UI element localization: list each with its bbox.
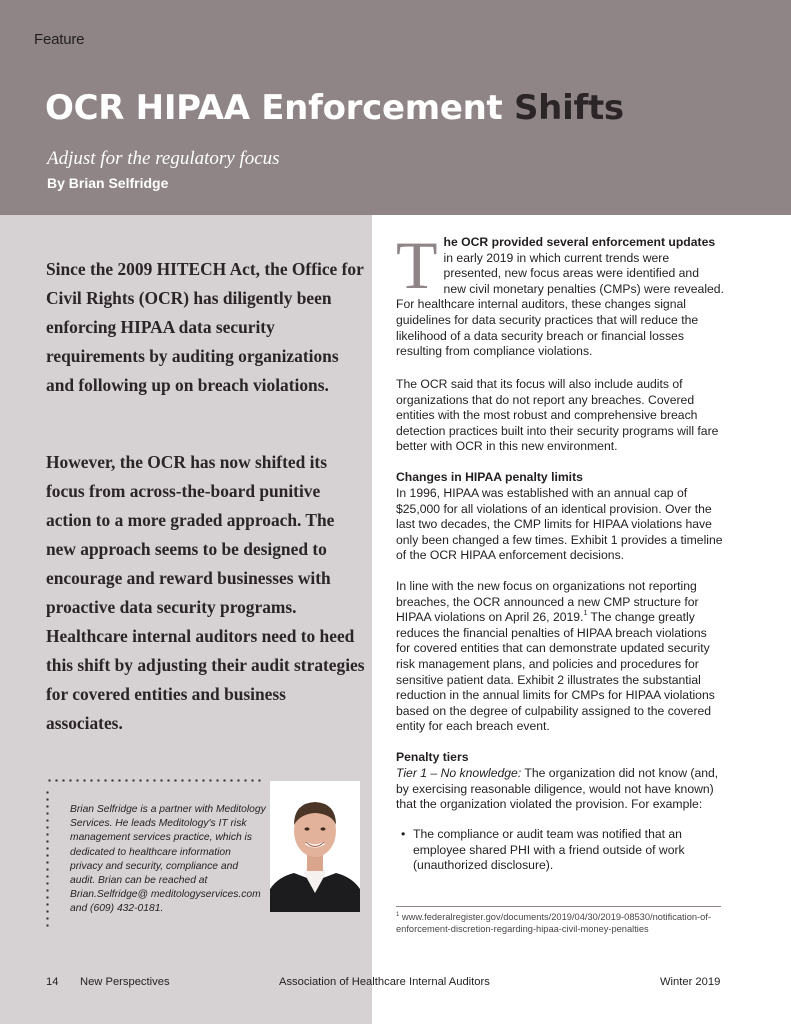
footnote-url[interactable]: www.federalregister.gov/documents/2019/04/30/2019-08530/notification-of-enforcement-discretion-regarding-hipaa-civil-money-penalties (396, 912, 711, 935)
footer-publication: New Perspectives (80, 976, 170, 988)
bullet-text: The compliance or audit team was notified that an employee shared PHI with a friend outside of work (unauthorized disclosure). (413, 827, 685, 873)
footer-organization: Association of Healthcare Internal Auditors (279, 976, 490, 988)
drop-cap: T (396, 227, 438, 303)
author-photo (270, 781, 360, 912)
footnote (396, 911, 726, 936)
tier-1-text: The organization did not know (and, by exercising reasonable diligence, would not have known) that the organization violated the provision. For example: (396, 766, 719, 812)
byline: By Brian Selfridge (47, 175, 169, 191)
pullquote-paragraph-2: However, the OCR has now shifted its focus from across-the-board punitive action to a more graded approach. The new approach seems to be designed to encourage and reward businesses with proactive data security programs. Healthcare internal auditors need to heed this shift by adjusting their audit strategies for covered entities and business associates. (46, 452, 365, 733)
footnote-reference: 1 (583, 610, 588, 618)
tier-1-label: Tier 1 – No knowledge: (396, 766, 522, 780)
paragraph-4-part-a: In line with the new focus on organizations not reporting breaches, the OCR announced a new CMP structure for HIPAA violations on April 26, 2019. (396, 579, 699, 625)
heading-penalty-tiers: Penalty tiers (396, 750, 469, 764)
article-paragraph-4 (396, 579, 724, 735)
dotted-divider-vertical (46, 789, 49, 927)
author-bio: Brian Selfridge is a partner with Meditology Services. He leads Meditology's IT risk management services practice, which is dedicated to healthcare information privacy and security, compliance and audit. Brian can be reached at Brian.Selfridge@ meditologyservices.com and (609) 432-0181. (70, 804, 266, 915)
bullet-icon: • (401, 827, 406, 841)
footnote-divider (396, 906, 721, 907)
article-paragraph-2: The OCR said that its focus will also include audits of organizations that do not report any breaches. Covered entities with the most robust and comprehensive breach detection practices built into their security programs will fare better with OCR in this new environment. (396, 377, 719, 454)
heading-penalty-limits: Changes in HIPAA penalty limits (396, 470, 583, 484)
article-intro-paragraph (396, 227, 724, 360)
dotted-divider-horizontal (46, 779, 262, 782)
section-label: Feature (34, 31, 85, 48)
footer-page-number: 14 (46, 976, 59, 988)
author-portrait-icon (270, 781, 360, 912)
article-title (45, 88, 624, 128)
title-main: OCR HIPAA Enforcement (45, 88, 503, 128)
footnote-marker: 1 (396, 912, 400, 918)
footer-issue: Winter 2019 (660, 976, 721, 988)
intro-lead-text: he OCR provided several enforcement updates (443, 235, 716, 249)
header-banner (0, 0, 791, 215)
title-accent: Shifts (514, 88, 624, 128)
bullet-list-item (401, 827, 721, 874)
article-subtitle: Adjust for the regulatory focus (47, 148, 280, 169)
pullquote-paragraph-1: Since the 2009 HITECH Act, the Office for Civil Rights (OCR) has diligently been enforcing HIPAA data security requirements by auditing organizations and following up on breach violations. (46, 259, 364, 395)
tier-1-paragraph (396, 766, 724, 813)
paragraph-4-part-b: The change greatly reduces the financial penalties of HIPAA breach violations for covered entities that can demonstrate updated security risk management plans, and policies and procedures for sensitive patient data. Exhibit 2 illustrates the substantial reduction in the annual limits for CMPs for HIPAA violations based on the degree of culpability assigned to the covered entity for each breach event. (396, 610, 715, 734)
intro-body-text: in early 2019 in which current trends were presented, new focus areas were identified and new civil monetary penalties (CMPs) were revealed. For healthcare internal auditors, these changes signal guidelines for data security practices that will reduce the likelihood of a data security breach or financial losses resulting from compliance violations. (396, 250, 724, 359)
article-paragraph-3: In 1996, HIPAA was established with an annual cap of $25,000 for all violations of an identical provision. Over the last two decades, the CMP limits for HIPAA violations have only been changed a few times. Exhibit 1 provides a timeline of the OCR HIPAA enforcement decisions. (396, 486, 723, 563)
